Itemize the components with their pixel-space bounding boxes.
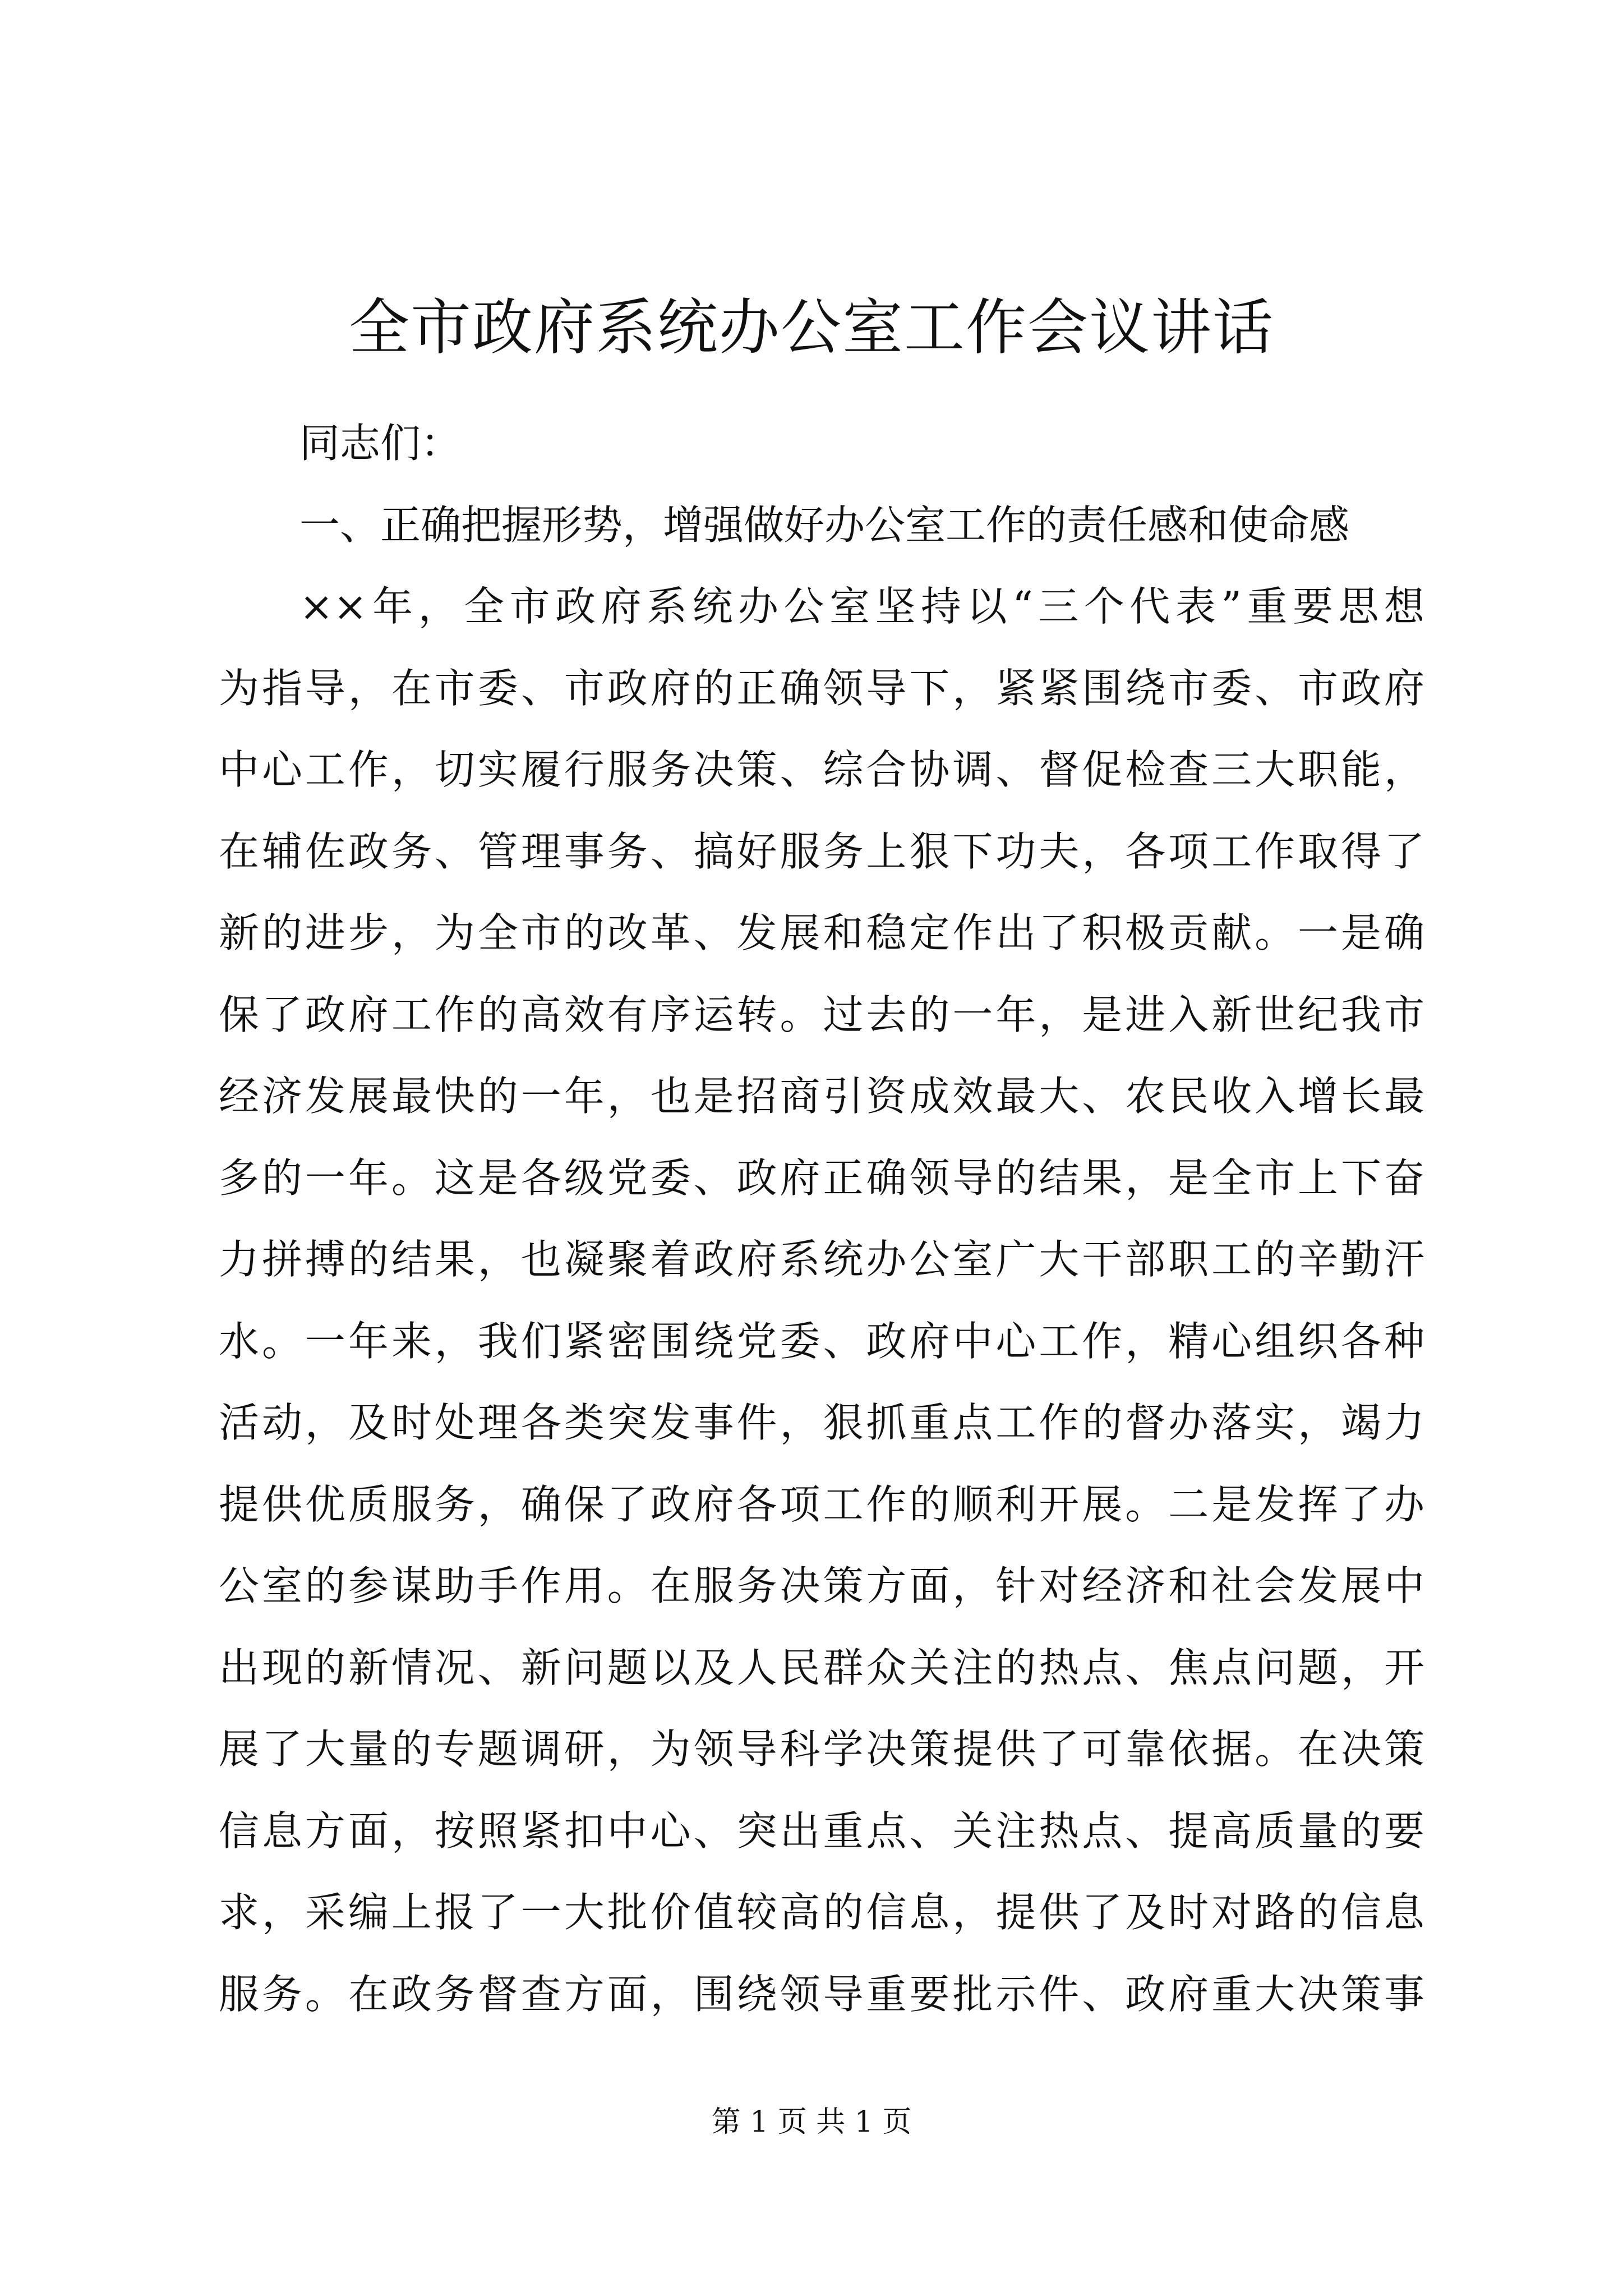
- body-line: 求，采编上报了一大批价值较高的信息，提供了及时对路的信息: [219, 1889, 1424, 1936]
- body-line: 水。一年来，我们紧密围绕党委、政府中心工作，精心组织各种: [219, 1317, 1424, 1365]
- body-line: 力拼搏的结果，也凝聚着政府系统办公室广大干部职工的辛勤汗: [219, 1236, 1424, 1283]
- body-line: 服务。在政务督查方面，围绕领导重要批示件、政府重大决策事: [219, 1970, 1424, 2018]
- body-line: 活动，及时处理各类突发事件，狠抓重点工作的督办落实，竭力: [219, 1399, 1424, 1446]
- body-line: 保了政府工作的高效有序运转。过去的一年，是进入新世纪我市: [219, 991, 1424, 1038]
- body-line: 中心工作，切实履行服务决策、综合协调、督促检查三大职能，: [219, 746, 1424, 793]
- body-paragraph: [219, 566, 1424, 2035]
- body-line: 展了大量的专题调研，为领导科学决策提供了可靠依据。在决策: [219, 1726, 1424, 1773]
- body-line: 提供优质服务，确保了政府各项工作的顺利开展。二是发挥了办: [219, 1480, 1424, 1528]
- section-heading-1: 一、正确把握形势，增强做好办公室工作的责任感和使命感: [299, 501, 1350, 549]
- document-body: [219, 403, 1424, 2035]
- body-line: 公室的参谋助手作用。在服务决策方面，针对经济和社会发展中: [219, 1562, 1424, 1609]
- document-title: 全市政府系统办公室工作会议讲话: [348, 293, 1274, 363]
- body-line: 信息方面，按照紧扣中心、突出重点、关注热点、提高质量的要: [219, 1807, 1424, 1855]
- body-line: 为指导，在市委、市政府的正确领导下，紧紧围绕市委、市政府: [219, 664, 1424, 712]
- body-line: 经济发展最快的一年，也是招商引资成效最大、农民收入增长最: [219, 1073, 1424, 1120]
- salutation: 同志们：: [299, 420, 462, 467]
- page-footer: 第 1 页 共 1 页: [711, 2105, 912, 2139]
- body-line: 在辅佐政务、管理事务、搞好服务上狠下功夫，各项工作取得了: [219, 827, 1424, 875]
- body-line: 多的一年。这是各级党委、政府正确领导的结果，是全市上下奋: [219, 1154, 1424, 1202]
- body-line: 出现的新情况、新问题以及人民群众关注的热点、焦点问题，开: [219, 1644, 1424, 1691]
- body-line: 新的进步，为全市的改革、发展和稳定作出了积极贡献。一是确: [219, 909, 1424, 956]
- body-line: ××年，全市政府系统办公室坚持以“三个代表”重要思想: [299, 583, 1424, 630]
